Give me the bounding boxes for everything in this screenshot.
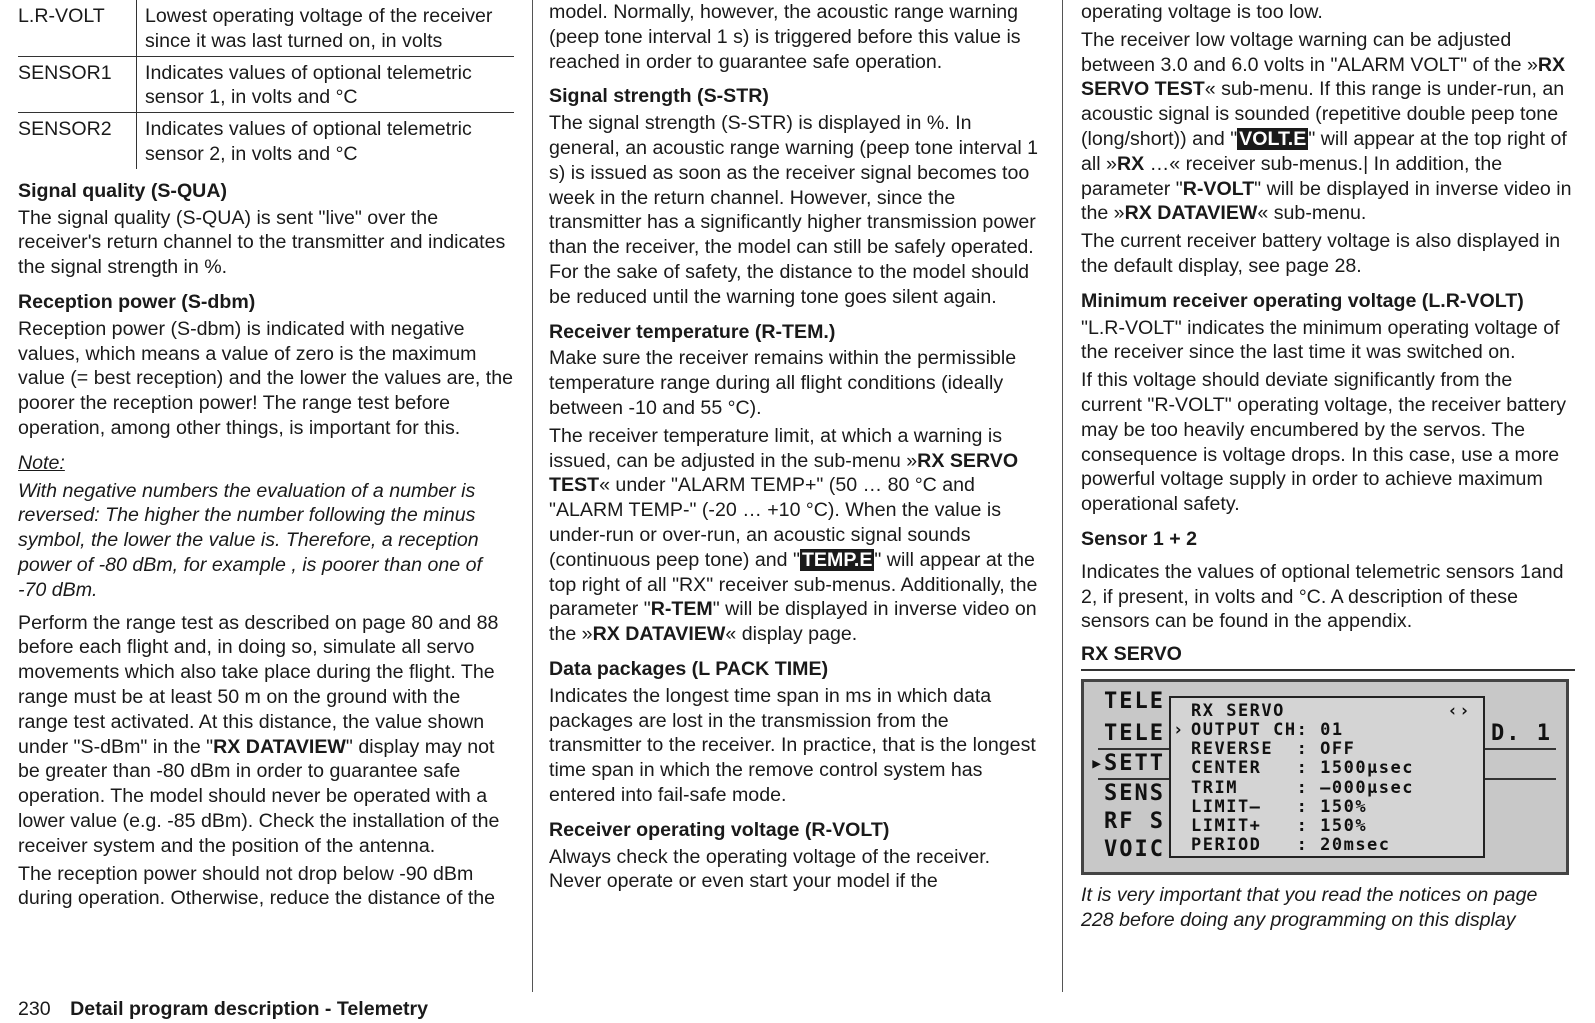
paragraph: The receiver low voltage warning can be adjusted between 3.0 and 6.0 volts in "ALARM VOLT" of the »RX SERVO TEST« sub-menu. If this range is under-run, an acoustic signal is sounded (repetitive double peep tone (long/short)) and " VOLT.E " will appear at the top right of all »RX …« receiver sub-menus.| In addition, the parameter "R-VOLT" will be displayed in inverse video in the »RX DATAVIEW« sub-menu.: [1081, 28, 1572, 225]
paragraph: Always check the operating voltage of the receiver. Never operate or even start your model if the: [549, 845, 991, 893]
popup-title: RX SERVO: [1191, 700, 1285, 721]
paragraph: Perform the range test as described on page 80 and 88 before each flight and, in doing so, simulate all servo movements which also take place during the flight. The range must be at least 50 m on the ground with the range test activated. At this distance, the value shown under "S-dBm" in the "RX DATAVIEW" display may not be greater than -80 dBm in order to guarantee safe operation. The model should never be operated with a lower value (e.g. -85 dBm). Check the installation of the receiver system and the position of the antenna.: [18, 611, 500, 857]
table-key: SENSOR2: [18, 113, 137, 169]
popup-row: PERIOD : 20msec: [1191, 835, 1391, 856]
paragraph: Indicates the values of optional telemetric sensors 1and 2, if present, in volts and °C. A description of these sensors can be found in the appendix.: [1081, 560, 1564, 633]
rx-servo-popup: [1169, 696, 1485, 858]
popup-row: LIMIT+ : 150%: [1191, 816, 1368, 837]
table-key: SENSOR1: [18, 56, 137, 113]
note-label: Note:: [18, 451, 65, 474]
inverse-label: VOLT.E: [1239, 127, 1307, 150]
table-value: Lowest operating voltage of the receiver since it was last turned on, in volts: [137, 0, 515, 56]
table-row: [18, 56, 514, 113]
column-2: [549, 0, 1044, 897]
table-value: Indicates values of optional telemetric sensor 1, in volts and °C: [137, 56, 515, 113]
lcd-menu-item: RF S: [1104, 808, 1165, 834]
lcd-menu-item: TELE: [1104, 720, 1165, 746]
paragraph: The receiver temperature limit, at which a warning is issued, can be adjusted in the sub-menu »RX SERVO TEST« under "ALARM TEMP+" (50 … 80 °C and "ALARM TEMP-" (-20 … +10 °C). When the value is under-run or over-run, an acoustic signal sounds (continuous peep tone) and " TEMP.E " will appear at the top right of all "RX" receiver sub-menus. Additionally, the parameter "R-TEM" will be displayed in inverse video on the »RX DATAVIEW« display page.: [549, 424, 1038, 646]
heading-receiver-voltage: Receiver operating voltage (R-VOLT): [549, 818, 890, 841]
paragraph: The current receiver battery voltage is also displayed in the default display, see page 28.: [1081, 230, 1561, 277]
heading-receiver-temperature: Receiver temperature (R-TEM.): [549, 320, 836, 343]
section-title-rx-servo: RX SERVO: [1081, 642, 1575, 671]
paragraph: Indicates the longest time span in ms in which data packages are lost in the transmission from the transmitter to the receiver. In practice, that is the longest time span in which the remove control system has entered into fail-safe mode.: [549, 684, 1036, 806]
popup-row: REVERSE : OFF: [1191, 739, 1356, 760]
paragraph: If this voltage should deviate significantly from the current "R-VOLT" operating voltage, the receiver battery may be too heavily encumbered by the servos. The consequence is voltage drops. In this case, use a more powerful voltage supply in order to achieve maximum operational safety.: [1081, 369, 1567, 516]
paragraph: operating voltage is too low.: [1081, 1, 1323, 23]
heading-data-packages: Data packages (L PACK TIME): [549, 657, 829, 680]
popup-row: CENTER : 1500µsec: [1191, 758, 1414, 779]
lcd-screen: [1081, 679, 1569, 875]
footer-title: Detail program description - Telemetry: [70, 998, 429, 1020]
paragraph: The signal strength (S-STR) is displayed in %. In general, an acoustic range warning (peep tone interval 1 s) is issued as soon as the receiver signal becomes too week in the return channel. However, since the transmitter has a significantly higher transmission power than the receiver, the model can still be safely operated. For the sake of safety, the distance to the model should be reduced until the warning tone goes silent again.: [549, 112, 1039, 308]
caption: It is very important that you read the notices on page 228 before doing any programming on this display: [1081, 883, 1538, 931]
page-number: 230: [18, 998, 51, 1020]
table-row: [18, 0, 514, 56]
popup-row: › OUTPUT CH: 01: [1173, 720, 1344, 741]
lcd-menu-item: VOIC: [1104, 836, 1165, 862]
inverse-label: TEMP.E: [801, 548, 873, 571]
paragraph: Reception power (S-dbm) is indicated with negative values, which means a value of zero is the maximum value (= best reception) and the lower the values are, the poorer the reception power! The range test before operation, among other things, is important for this.: [18, 317, 514, 439]
column-1: [18, 0, 514, 914]
heading-signal-strength: Signal strength (S-STR): [549, 85, 769, 108]
heading-min-receiver-voltage: Minimum receiver operating voltage (L.R-VOLT): [1081, 289, 1524, 312]
heading-sensor: Sensor 1 + 2: [1081, 527, 1197, 550]
lcd-menu-value: D. 1: [1491, 720, 1552, 746]
column-divider: [1062, 0, 1063, 992]
lcd-cursor-icon: ▸: [1090, 750, 1106, 776]
lcd-menu-item: TELE: [1104, 688, 1165, 714]
paragraph: "L.R-VOLT" indicates the minimum operating voltage of the receiver since the last time it was switched on.: [1081, 316, 1560, 364]
paragraph: model. Normally, however, the acoustic range warning (peep tone interval 1 s) is triggered before this value is reached in order to guarantee safe operation.: [549, 1, 1021, 73]
nav-arrows-icon: ‹›: [1447, 700, 1471, 721]
heading-signal-quality: Signal quality (S-QUA): [18, 179, 228, 202]
popup-row: TRIM : –000µsec: [1191, 777, 1414, 798]
popup-row: LIMIT– : 150%: [1191, 796, 1368, 817]
table-key: L.R-VOLT: [18, 0, 137, 56]
column-divider: [532, 0, 533, 992]
column-3: [1081, 0, 1575, 936]
note-text: With negative numbers the evaluation of a number is reversed: The higher the number following the minus symbol, the lower the value is. Therefore, a reception power of -80 dBm, for example , is poorer than one of -70 dBm.: [18, 479, 482, 601]
paragraph: The signal quality (S-QUA) is sent "live" over the receiver's return channel to the transmitter and indicates the signal strength in %.: [18, 206, 506, 279]
page-footer: [18, 997, 428, 1021]
table-value: Indicates values of optional telemetric sensor 2, in volts and °C: [137, 113, 515, 169]
table-row: [18, 113, 514, 169]
paragraph: The reception power should not drop below -90 dBm during operation. Otherwise, reduce the distance of the: [18, 862, 496, 910]
heading-reception-power: Reception power (S-dbm): [18, 290, 256, 313]
telemetry-table: [18, 0, 514, 169]
lcd-menu-item: SETT: [1104, 750, 1165, 776]
lcd-menu-item: SENS: [1104, 780, 1165, 806]
paragraph: Make sure the receiver remains within the permissible temperature range during all flight conditions (ideally between -10 and 55 °C).: [549, 347, 1017, 419]
selection-cursor-icon: ›: [1173, 720, 1185, 741]
